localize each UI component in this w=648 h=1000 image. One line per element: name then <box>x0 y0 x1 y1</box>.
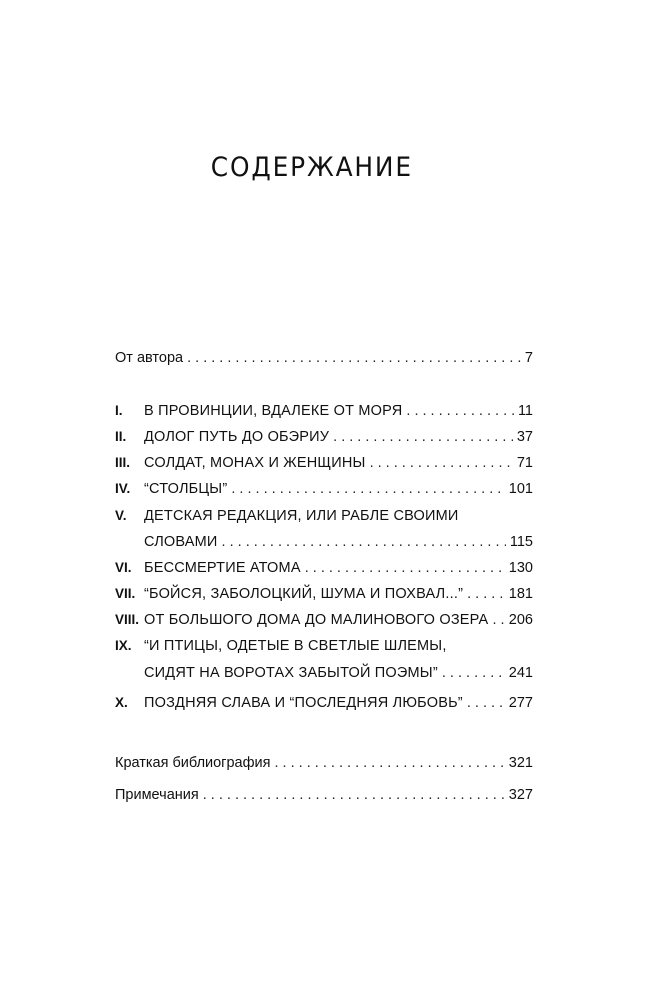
toc-entry-chapter-6[interactable] <box>115 555 533 581</box>
toc-entry-title: СОЛДАТ, МОНАХ И ЖЕНЩИНЫ <box>144 455 366 471</box>
toc-entry-title-line1: “И ПТИЦЫ, ОДЕТЫЕ В СВЕТЛЫЕ ШЛЕМЫ, <box>144 638 447 654</box>
dot-leader <box>467 581 505 607</box>
toc-entry-chapter-8[interactable] <box>115 607 533 633</box>
toc-entry-chapter-3[interactable] <box>115 450 533 476</box>
toc-entry-chapter-7[interactable] <box>115 581 533 607</box>
chapter-number: V. <box>115 508 127 523</box>
dot-leader <box>231 476 504 502</box>
chapter-number: VI. <box>115 560 132 575</box>
chapter-number: II. <box>115 429 127 444</box>
chapter-number: VIII. <box>115 612 140 627</box>
toc-page-number: 327 <box>508 787 533 803</box>
chapter-number: IX. <box>115 638 132 653</box>
toc-entry-chapter-1[interactable] <box>115 398 533 424</box>
toc-entry-bibliography[interactable] <box>115 750 533 776</box>
toc-entry-chapter-5-line1[interactable] <box>115 503 533 529</box>
toc-entry-chapter-9-line1[interactable] <box>115 633 533 659</box>
toc-entry-chapter-10[interactable] <box>115 690 533 716</box>
toc-entry-title: ДОЛОГ ПУТЬ ДО ОБЭРИУ <box>144 429 330 445</box>
toc-page-number: 181 <box>508 586 533 602</box>
dot-leader <box>492 607 504 633</box>
toc-page-number: 130 <box>508 560 533 576</box>
chapter-number: IV. <box>115 481 131 496</box>
toc-entry-chapter-9[interactable] <box>115 660 533 686</box>
toc-page-number: 101 <box>508 481 533 497</box>
chapter-number: X. <box>115 695 128 710</box>
page-title: СОДЕРЖАНИЕ <box>210 152 413 183</box>
dot-leader <box>203 782 505 808</box>
toc-page-number: 206 <box>508 612 533 628</box>
toc-entry-title: “СТОЛБЦЫ” <box>144 481 228 497</box>
toc-page-number: 37 <box>516 429 533 445</box>
toc-entry-title: ОТ БОЛЬШОГО ДОМА ДО МАЛИНОВОГО ОЗЕРА <box>144 612 489 628</box>
toc-page-number: 241 <box>508 665 533 681</box>
toc-entry-intro[interactable] <box>115 345 533 371</box>
toc-page-number: 321 <box>508 755 533 771</box>
toc-page-number: 71 <box>516 455 533 471</box>
dot-leader <box>275 750 505 776</box>
dot-leader <box>442 660 505 686</box>
chapter-number: III. <box>115 455 131 470</box>
chapter-number: VII. <box>115 586 136 601</box>
table-of-contents <box>115 0 533 1000</box>
toc-entry-title: Примечания <box>115 787 199 803</box>
dot-leader <box>333 424 513 450</box>
dot-leader <box>467 690 505 716</box>
toc-page-number: 115 <box>509 534 533 550</box>
chapter-number: I. <box>115 403 123 418</box>
toc-page-number: 277 <box>508 695 533 711</box>
toc-entry-title-line1: ДЕТСКАЯ РЕДАКЦИЯ, ИЛИ РАБЛЕ СВОИМИ <box>144 508 459 524</box>
toc-page-number: 11 <box>517 403 533 419</box>
toc-entry-title: БЕССМЕРТИЕ АТОМА <box>144 560 301 576</box>
toc-entry-title: ПОЗДНЯЯ СЛАВА И “ПОСЛЕДНЯЯ ЛЮБОВЬ” <box>144 695 463 711</box>
toc-entry-chapter-4[interactable] <box>115 476 533 502</box>
toc-entry-notes[interactable] <box>115 782 533 808</box>
dot-leader <box>370 450 513 476</box>
toc-entry-title: В ПРОВИНЦИИ, ВДАЛЕКЕ ОТ МОРЯ <box>144 403 403 419</box>
dot-leader <box>305 555 505 581</box>
toc-entry-title: СИДЯТ НА ВОРОТАХ ЗАБЫТОЙ ПОЭМЫ” <box>144 665 438 681</box>
dot-leader <box>406 398 514 424</box>
toc-entry-chapter-5[interactable] <box>115 529 533 555</box>
dot-leader <box>187 345 521 371</box>
toc-page-number: 7 <box>524 350 533 366</box>
toc-entry-title: СЛОВАМИ <box>144 534 218 550</box>
dot-leader <box>222 529 506 555</box>
toc-entry-chapter-2[interactable] <box>115 424 533 450</box>
toc-entry-title: “БОЙСЯ, ЗАБОЛОЦКИЙ, ШУМА И ПОХВАЛ...” <box>144 586 464 602</box>
toc-entry-title: Краткая библиография <box>115 755 271 771</box>
toc-entry-title: От автора <box>115 350 184 366</box>
